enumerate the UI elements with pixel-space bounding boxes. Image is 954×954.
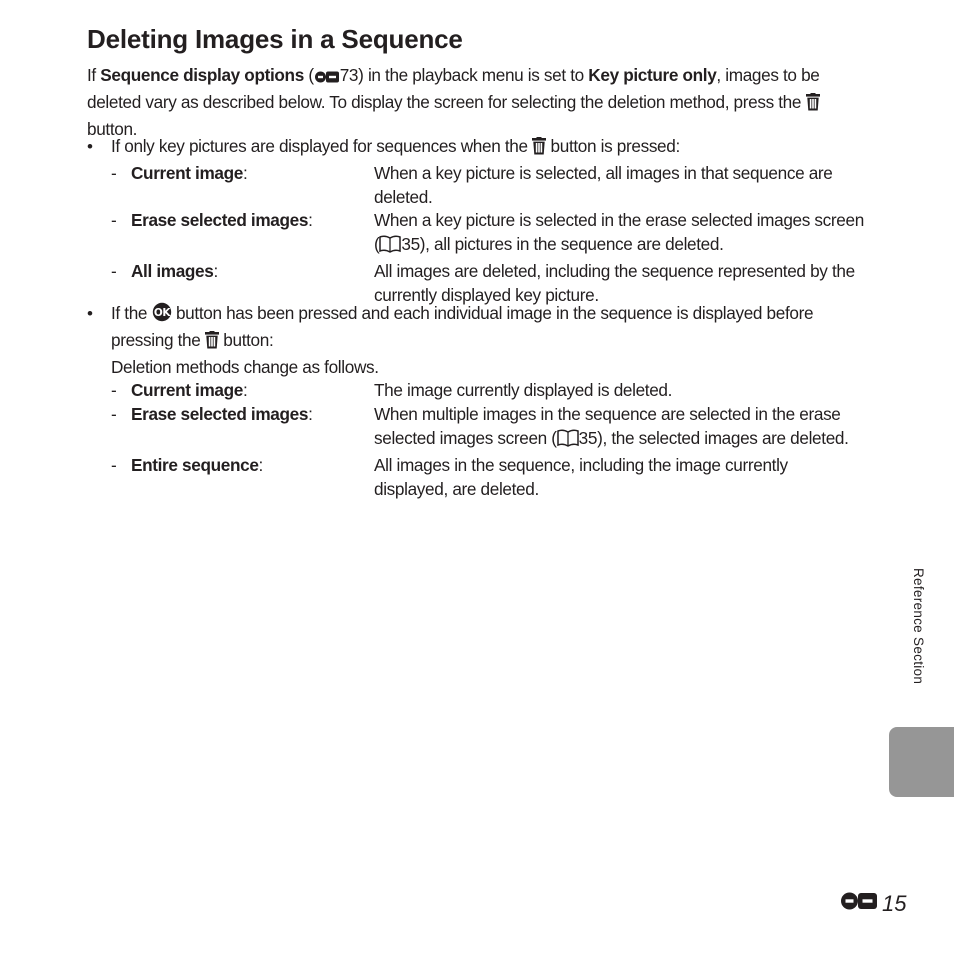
definition-term: All images (131, 260, 214, 281)
definition-text: All images are deleted, including the sequence represented by the currently displayed key picture. (374, 260, 855, 305)
bullet-key-pictures (87, 135, 865, 308)
section-side-label: Reference Section (911, 568, 926, 685)
definition-row: - Entire sequence: All images in the sequence, including the image currently displayed, are deleted. (111, 454, 863, 502)
definition-term: Entire sequence (131, 454, 259, 475)
svg-text:OK: OK (153, 307, 170, 319)
definition-term: Current image (131, 380, 243, 401)
page-number: 15 (840, 891, 906, 917)
definition-text: All images in the sequence, including the image currently displayed, are deleted. (374, 454, 788, 499)
definition-term: Erase selected images (131, 404, 309, 425)
reference-section-icon (840, 891, 878, 917)
definition-row: - Erase selected images: When a key picture is selected in the erase selected images screen ( 35), all pictures in the sequence are deleted. (111, 209, 863, 260)
bullet-individual-images (87, 302, 865, 501)
definition-row: - Current image: When a key picture is selected, all images in that sequence are deleted. (111, 162, 863, 210)
book-page-icon (557, 429, 579, 454)
trash-icon (205, 331, 219, 356)
setting-name: Sequence display options (100, 65, 304, 85)
intro-paragraph: If Sequence display options ( 73) in the playback menu is set to Key picture only, images to be deleted vary as described below. To display the screen for selecting the deletion method, press the button. (87, 65, 820, 139)
bullet-marker: • (87, 304, 93, 323)
trash-icon (806, 93, 820, 118)
trash-icon (532, 137, 546, 162)
definition-row: - Current image: The image currently displayed is deleted. (111, 379, 863, 403)
book-page-icon (379, 235, 401, 260)
definition-text: When a key picture is selected in the erase selected images screen ( 35), all pictures in the sequence are deleted. (374, 209, 866, 260)
definition-text: The image currently displayed is deleted. (374, 380, 673, 401)
definition-row: - All images: All images are deleted, including the sequence represented by the currently displayed key picture. (111, 260, 863, 308)
ok-button-icon (152, 302, 172, 329)
reference-section-icon (314, 67, 340, 91)
definition-term: Current image (131, 162, 243, 183)
bullet-text: If only key pictures are displayed for sequences when the button is pressed: (111, 135, 863, 162)
bullet-subtext: Deletion methods change as follows. (111, 356, 379, 377)
bullet-text: If the OK button has been pressed and each individual image in the sequence is displayed before pressing the button: (111, 302, 863, 356)
definition-text: When multiple images in the sequence are selected in the erase selected images screen ( 35), the selected images are deleted. (374, 403, 866, 454)
definition-term: Erase selected images (131, 210, 309, 231)
definition-row: - Erase selected images: When multiple images in the sequence are selected in the erase selected images screen ( 35), the selected images are deleted. (111, 403, 863, 454)
page-title: Deleting Images in a Sequence (87, 24, 463, 54)
setting-value: Key picture only (588, 65, 717, 85)
section-tab (889, 727, 954, 797)
definition-text: When a key picture is selected, all images in that sequence are deleted. (374, 162, 833, 207)
bullet-marker: • (87, 137, 93, 156)
reference-page: 73 (339, 65, 359, 85)
